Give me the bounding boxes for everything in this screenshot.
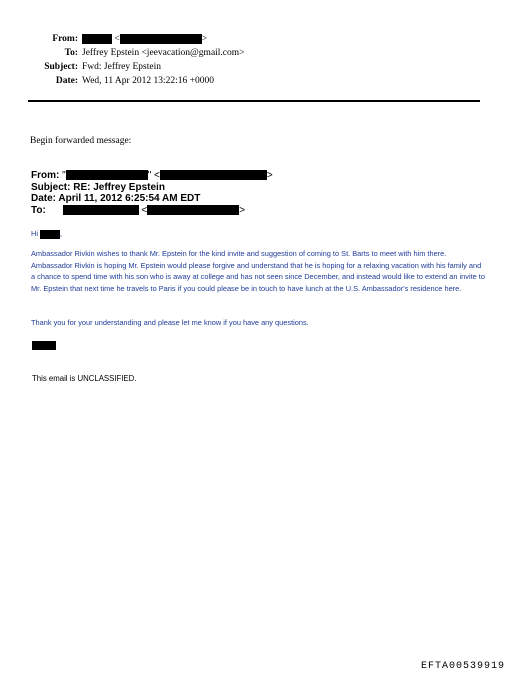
document-id: EFTA00539919 [420, 661, 505, 672]
from-label: From: [52, 34, 78, 44]
to-label: To: [64, 48, 78, 58]
redaction-block [63, 205, 139, 215]
classification-notice: This email is UNCLASSIFIED. [32, 374, 137, 383]
redaction-block [160, 170, 267, 180]
header-divider [28, 100, 480, 102]
signature-redaction [32, 341, 56, 350]
fwd-subject-line: Subject: RE: Jeffrey Epstein [31, 181, 165, 193]
message-paragraph-1: Ambassador Rivkin wishes to thank Mr. Epstein for the kind invite and suggestion of coming to St. Barts to meet with him there. Ambassador Rivkin is hoping Mr. Epstein would please forgive and understand that he is hoping for a relaxing vacation with his family and a chance to spend time with his son who is away at college and has not seen since December, and instead would like to extend an invite to Mr. Epstein that next time he travels to Paris if you could please be in touch to have lunch at the U.S. Ambassador's residence here. [31, 249, 485, 293]
forwarded-header [31, 170, 273, 216]
email-header [0, 32, 512, 88]
date-value: Wed, 11 Apr 2012 13:22:16 +0000 [82, 76, 214, 86]
redaction-block [120, 34, 202, 44]
fwd-to-line: To: < > [31, 204, 246, 216]
fwd-date-line: Date: April 11, 2012 6:25:54 AM EDT [31, 193, 201, 204]
header-subject-row [0, 60, 512, 74]
subject-value: Fwd: Jeffrey Epstein [82, 62, 161, 72]
redaction-block [147, 205, 239, 215]
message-paragraph-2: Thank you for your understanding and please let me know if you have any questions. [31, 318, 309, 327]
redaction-block [82, 34, 112, 44]
subject-label: Subject: [44, 62, 78, 72]
fwd-from-line: From: " " < > [31, 170, 273, 181]
header-from-row: From: < > [52, 34, 208, 44]
redaction-block [40, 230, 60, 239]
header-to-row [0, 46, 512, 60]
header-date-row [0, 74, 512, 88]
to-value: Jeffrey Epstein <jeevacation@gmail.com> [82, 48, 245, 58]
forwarded-intro: Begin forwarded message: [30, 136, 132, 146]
date-label: Date: [55, 76, 78, 86]
message-greeting: Hi , [31, 229, 63, 238]
redaction-block [66, 170, 148, 180]
